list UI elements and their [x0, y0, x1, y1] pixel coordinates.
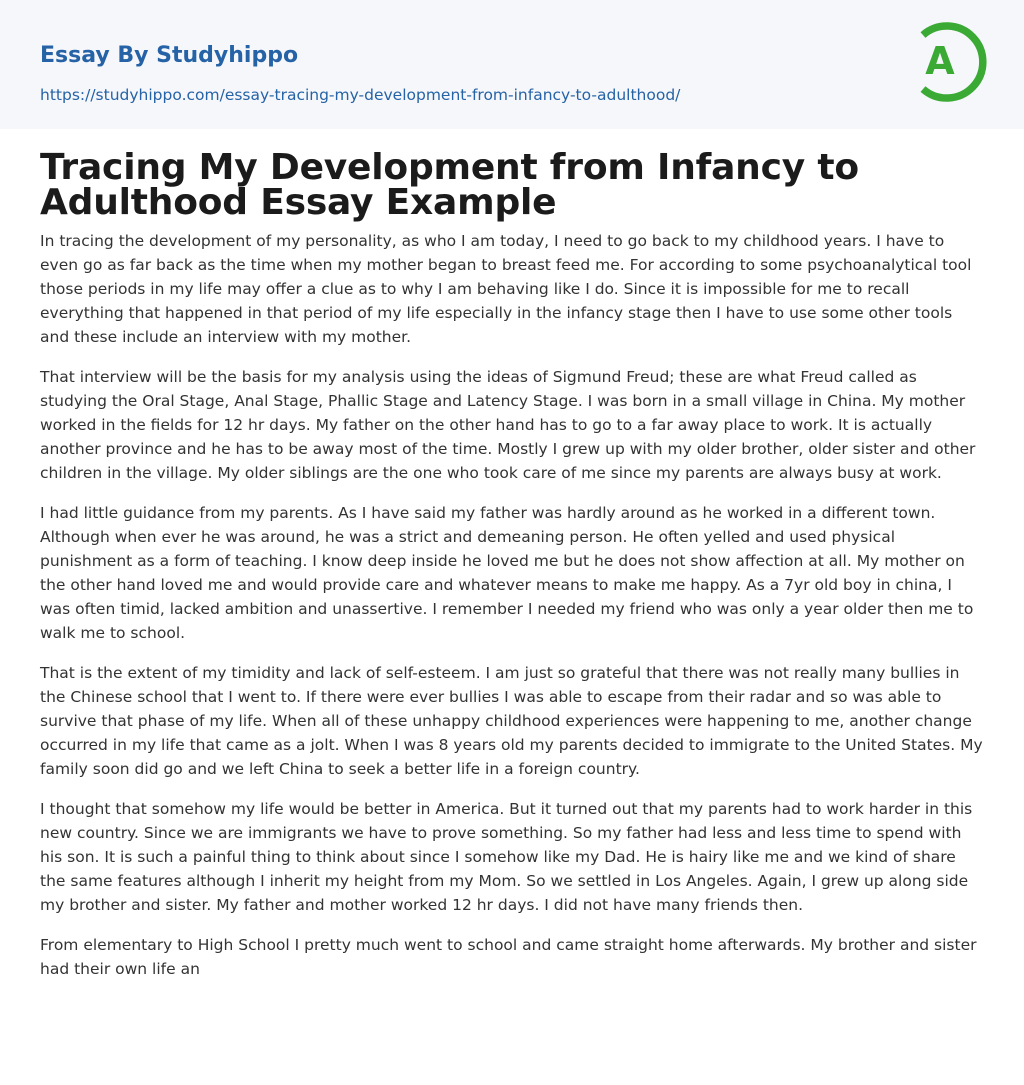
- paragraph: That is the extent of my timidity and lack of self-esteem. I am just so grateful that there was not really many bullies in the Chinese school that I went to. If there were ever bullies I was able to escape from their radar and so was able to survive that phase of my life. When all of these unhappy childhood experiences were happening to me, another change occurred in my life that came as a jolt. When I was 8 years old my parents decided to immigrate to the United States. My family soon did go and we left China to seek a better life in a foreign country.: [40, 664, 983, 778]
- paragraph: I thought that somehow my life would be better in America. But it turned out that my parents had to work harder in this new country. Since we are immigrants we have to prove something. So my father had less and less time to spend with his son. It is such a painful thing to think about since I somehow like my Dad. He is hairy like me and we kind of share the same features although I inherit my height from my Mom. So we settled in Los Angeles. Again, I grew up along side my brother and sister. My father and mother worked 12 hr days. I did not have many friends then.: [40, 800, 973, 914]
- page-header: [0, 0, 1024, 129]
- paragraph: In tracing the development of my personality, as who I am today, I need to go back to my childhood years. I have to even go as far back as the time when my mother began to breast feed me. For according to some psychoanalytical tool those periods in my life may offer a clue as to why I am behaving like I do. Since it is impossible for me to recall everything that happened in that period of my life especially in the infancy stage then I have to use some other tools and these include an interview with my mother.: [40, 232, 972, 346]
- paragraph: From elementary to High School I pretty much went to school and came straight home afterwards. My brother and sister had their own life an: [40, 936, 977, 978]
- studyhippo-logo-icon[interactable]: [913, 18, 987, 106]
- site-brand[interactable]: Essay By Studyhippo: [40, 43, 299, 68]
- paragraph: I had little guidance from my parents. As I have said my father was hardly around as he worked in a different town. Although when ever he was around, he was a strict and demeaning person. He often yelled and used physical punishment as a form of teaching. I know deep inside he loved me but he does not show affection at all. My mother on the other hand loved me and would provide care and whatever means to make me happy. As a 7yr old boy in china, I was often timid, lacked ambition and unassertive. I remember I needed my friend who was only a year older then me to walk me to school.: [40, 504, 974, 642]
- logo-letter: A: [925, 39, 955, 83]
- article-title: Tracing My Development from Infancy to Adulthood Essay Example: [40, 147, 859, 223]
- source-url-link[interactable]: https://studyhippo.com/essay-tracing-my-development-from-infancy-to-adulthood/: [40, 86, 681, 104]
- paragraph: That interview will be the basis for my analysis using the ideas of Sigmund Freud; these are what Freud called as studying the Oral Stage, Anal Stage, Phallic Stage and Latency Stage. I was born in a small village in China. My mother worked in the fields for 12 hr days. My father on the other hand has to go to a far away place to work. It is actually another province and he has to be away most of the time. Mostly I grew up with my older brother, older sister and other children in the village. My older siblings are the one who took care of me since my parents are always busy at work.: [40, 368, 976, 482]
- article-body: [40, 229, 984, 997]
